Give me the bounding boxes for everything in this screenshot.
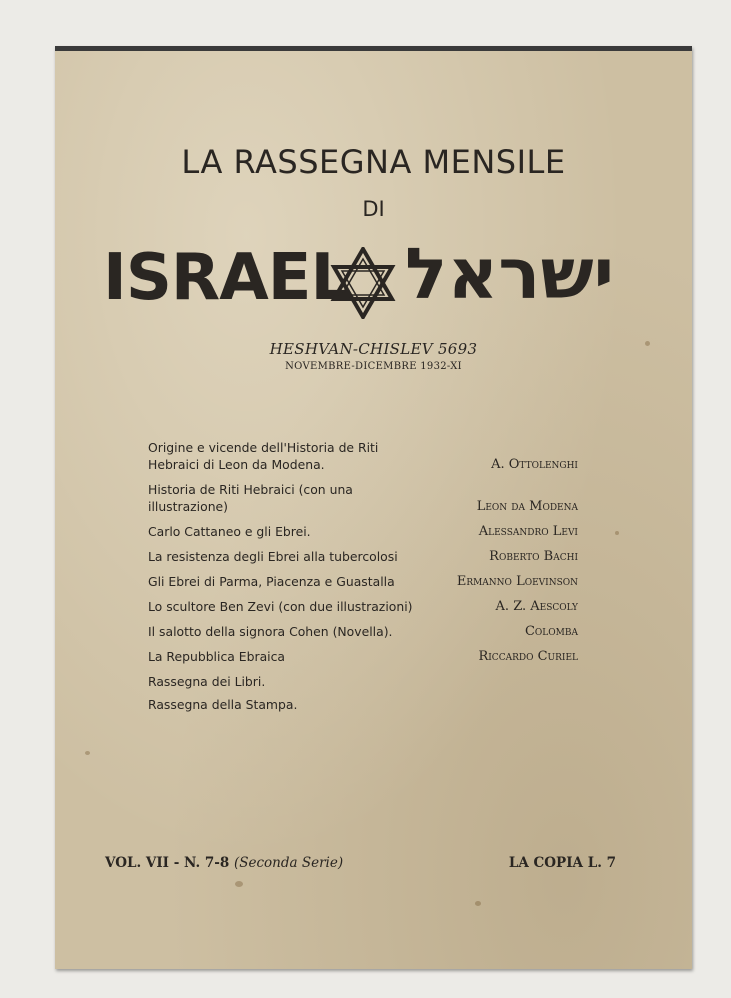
toc-entry xyxy=(148,648,578,665)
toc-author: A. Z. Aescoly xyxy=(495,599,578,614)
toc-entry xyxy=(148,439,578,473)
magazine-cover xyxy=(55,46,692,969)
toc-title: La Repubblica Ebraica xyxy=(148,649,286,664)
series-label: (Seconda Serie) xyxy=(233,855,344,871)
toc-title: Gli Ebrei di Parma, Piacenza e Guastalla xyxy=(148,574,395,589)
volume-number: VOL. VII - N. 7-8 xyxy=(105,855,230,871)
toc-title: Carlo Cattaneo e gli Ebrei. xyxy=(148,524,311,539)
toc-entry xyxy=(148,696,578,713)
toc-entry xyxy=(148,523,578,540)
toc-title: Rassegna della Stampa. xyxy=(148,697,298,712)
toc-title: La resistenza degli Ebrei alla tubercolosi xyxy=(148,549,398,564)
toc-author: Colomba xyxy=(524,624,578,639)
masthead-hebrew: ישראל xyxy=(405,233,615,315)
masthead-name: ISRAEL xyxy=(103,241,351,315)
toc-entry xyxy=(148,481,578,515)
toc-title: Origine e vicende dell'Historia de Riti Hebraici di Leon da Modena. xyxy=(148,440,379,472)
toc-title: Historia de Riti Hebraici (con una illustrazione) xyxy=(148,482,353,514)
toc-entry xyxy=(148,623,578,640)
toc-entry xyxy=(148,548,578,565)
toc-entry xyxy=(148,598,578,615)
price-label: LA COPIA L. 7 xyxy=(508,855,616,871)
table-of-contents xyxy=(148,439,578,719)
issue-dates: NOVEMBRE-DICEMBRE 1932-XI xyxy=(285,361,462,372)
toc-title: Rassegna dei Libri. xyxy=(148,674,266,689)
toc-entry xyxy=(148,573,578,590)
toc-author: A. Ottolenghi xyxy=(491,457,578,472)
toc-title: Il salotto della signora Cohen (Novella). xyxy=(148,624,393,639)
toc-author: Alessandro Levi xyxy=(478,524,578,539)
masthead-preposition: DI xyxy=(362,197,385,221)
hebrew-dates: HESHVAN-CHISLEV 5693 xyxy=(269,340,478,358)
toc-author: Riccardo Curiel xyxy=(478,649,578,664)
toc-entry xyxy=(148,673,578,690)
toc-author: Ermanno Loevinson xyxy=(456,574,578,589)
toc-title: Lo scultore Ben Zevi (con due illustrazioni) xyxy=(148,599,413,614)
masthead-title: LA RASSEGNA MENSILE xyxy=(181,143,566,181)
volume-info xyxy=(105,855,343,871)
toc-author: Roberto Bachi xyxy=(489,549,578,564)
star-of-david-icon xyxy=(330,247,396,319)
toc-author: Leon da Modena xyxy=(476,499,578,514)
